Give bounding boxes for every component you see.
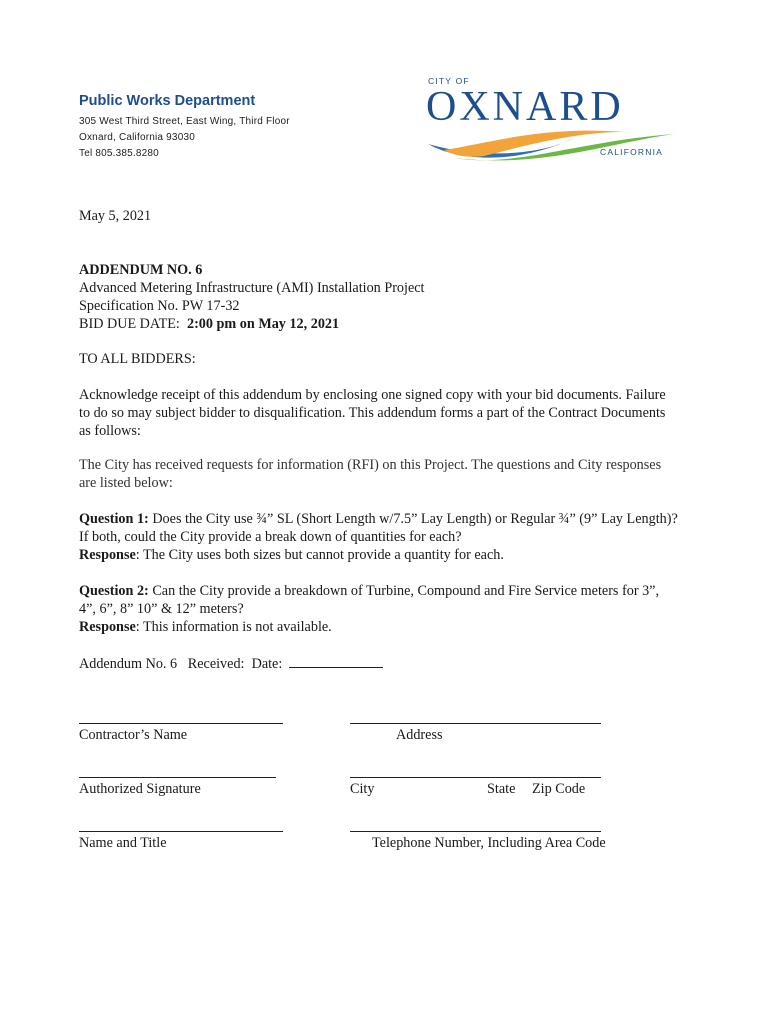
bid-due-label: BID DUE DATE: <box>79 316 187 332</box>
received-label: Addendum No. 6 Received: Date: <box>79 656 290 672</box>
addendum-title: ADDENDUM NO. 6 <box>79 262 203 278</box>
telephone-line[interactable] <box>350 831 601 832</box>
response-1-body: : The City uses both sizes but cannot provide a quantity for each. <box>135 547 504 563</box>
authorized-signature-line[interactable] <box>79 777 276 778</box>
logo-california: CALIFORNIA <box>600 147 664 157</box>
bid-due-value: 2:00 pm on May 12, 2021 <box>186 316 340 332</box>
name-title-line[interactable] <box>79 831 283 832</box>
addendum-header <box>79 261 425 333</box>
logo-city-of: CITY OF <box>428 76 470 86</box>
state-label: State <box>487 781 516 797</box>
question-1-text <box>79 510 679 546</box>
zip-code-label: Zip Code <box>532 781 586 797</box>
address-line-2: Oxnard, California 93030 <box>79 132 195 143</box>
received-date-blank[interactable] <box>289 654 383 668</box>
authorized-signature-label: Authorized Signature <box>79 781 201 797</box>
logo-swoosh-orange <box>444 131 624 157</box>
response-2 <box>79 618 679 636</box>
name-title-label: Name and Title <box>79 835 167 851</box>
received-line <box>79 654 383 673</box>
telephone-label: Telephone Number, Including Area Code <box>372 835 606 851</box>
question-2-body: Can the City provide a breakdown of Turbine, Compound and Fire Service meters for 3”, 4”, 6”, 8” 10” & 12” meters? <box>79 583 660 617</box>
project-name: Advanced Metering Infrastructure (AMI) Installation Project <box>79 280 425 296</box>
contractor-name-label: Contractor’s Name <box>79 727 188 743</box>
department-name: Public Works Department <box>79 93 256 109</box>
logo-oxnard: OXNARD <box>426 84 624 130</box>
response-2-label: Response <box>79 619 136 635</box>
phone-number: Tel 805.385.8280 <box>79 148 159 159</box>
city-state-zip-line[interactable] <box>350 777 601 778</box>
address-line[interactable] <box>350 723 601 724</box>
letterhead <box>79 93 290 162</box>
question-2 <box>79 582 679 636</box>
city-label: City <box>350 781 375 797</box>
specification-number: Specification No. PW 17-32 <box>79 298 240 314</box>
city-of-oxnard-logo <box>424 72 680 172</box>
response-2-body: : This information is not available. <box>135 619 332 635</box>
response-1-label: Response <box>79 547 136 563</box>
department-address <box>79 114 290 162</box>
address-line-1: 305 West Third Street, East Wing, Third Floor <box>79 116 290 127</box>
question-1-label: Question 1: <box>79 511 149 527</box>
response-1 <box>79 546 679 564</box>
bid-due-date <box>79 315 425 333</box>
rfi-intro: The City has received requests for information (RFI) on this Project. The questions and City responses are listed below: <box>79 457 662 491</box>
question-1-body: Does the City use ¾” SL (Short Length w/7.5” Lay Length) or Regular ¾” (9” Lay Length)? If both, could the City provide a break down of quantities for each? <box>79 511 678 545</box>
salutation: TO ALL BIDDERS: <box>79 351 196 367</box>
acknowledge-paragraph: Acknowledge receipt of this addendum by enclosing one signed copy with your bid documents. Failure to do so may subject bidder to disqualification. This addendum forms a part of the Contract Documents as follows: <box>79 387 666 439</box>
contractor-name-line[interactable] <box>79 723 283 724</box>
question-1 <box>79 510 679 564</box>
question-2-label: Question 2: <box>79 583 149 599</box>
question-2-text <box>79 582 679 618</box>
address-label: Address <box>396 727 443 743</box>
letter-date: May 5, 2021 <box>79 208 152 224</box>
